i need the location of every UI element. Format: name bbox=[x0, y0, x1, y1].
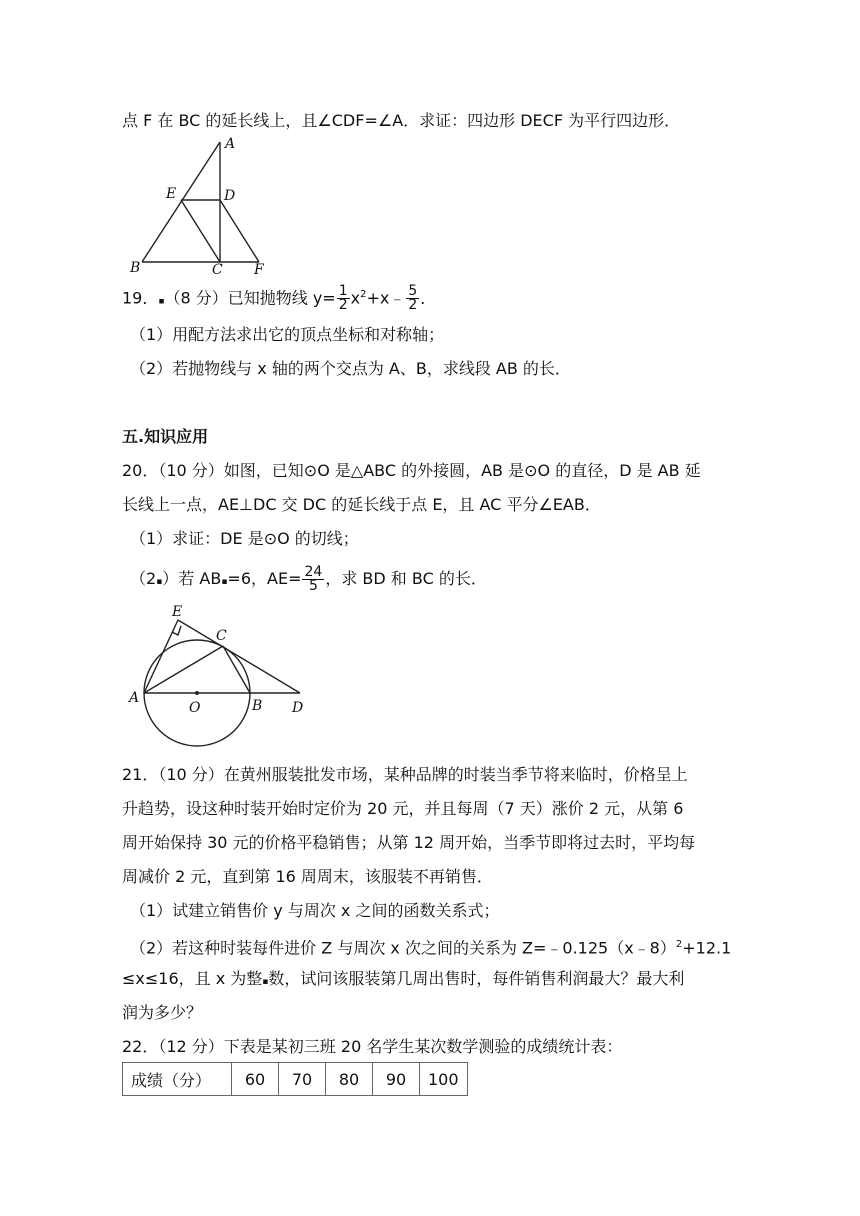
artifact-mark: ▪ bbox=[156, 577, 163, 587]
q20-line2: 长线上一点，AE⊥DC 交 DC 的延长线于点 E，且 AC 平分∠EAB． bbox=[122, 495, 601, 514]
fraction-one-half: $\frac{1}{2}$ bbox=[338, 283, 348, 314]
table-cell: 60 bbox=[232, 1063, 279, 1096]
q21-line4: 周减价 2 元，直到第 16 周周末，该服装不再销售． bbox=[122, 867, 493, 886]
fig2-label-e: E bbox=[172, 604, 183, 620]
q20-part2: （2▪）若 AB▪=6，AE= $\frac{24}{5}$ ，求 BD 和 BC 的长． bbox=[130, 564, 487, 594]
q20-line1: 20．（10 分）如图，已知⊙O 是△ABC 的外接圆，AB 是⊙O 的直径，D 是 AB 延 bbox=[122, 461, 701, 480]
artifact-mark: ▪ bbox=[221, 577, 228, 587]
q21-line1: 21．（10 分）在黄州服装批发市场，某种品牌的时装当季节将来临时，价格呈上 bbox=[122, 765, 688, 784]
fig2-label-a: A bbox=[129, 690, 140, 706]
section-heading: 五.知识应用 bbox=[122, 427, 209, 446]
fig2-label-o: O bbox=[189, 700, 201, 716]
fig1-label-b: B bbox=[130, 260, 141, 276]
q21-part2-line2: ≤x≤16，且 x 为整▪数，试问该服装第几周出售时，每件销售利润最大？最大利 bbox=[122, 969, 685, 988]
artifact-mark: ▪ bbox=[262, 977, 269, 987]
figure-circle-tangent bbox=[126, 602, 316, 750]
score-table bbox=[122, 1062, 468, 1096]
table-row bbox=[123, 1063, 468, 1096]
q19-part2: （2）若抛物线与 x 轴的两个交点为 A、B，求线段 AB 的长． bbox=[130, 359, 571, 378]
fig1-label-c: C bbox=[212, 262, 223, 276]
q21-line2: 升趋势，设这种时装开始时定价为 20 元，并且每周（7 天）涨价 2 元，从第 6 bbox=[122, 799, 684, 818]
fig1-label-a: A bbox=[225, 136, 236, 152]
q22-stem: 22．（12 分）下表是某初三班 20 名学生某次数学测验的成绩统计表： bbox=[122, 1037, 623, 1056]
q18-statement: 点 F 在 BC 的延长线上，且∠CDF=∠A．求证：四边形 DECF 为平行四边形． bbox=[122, 111, 681, 130]
fig2-label-c: C bbox=[216, 628, 227, 644]
fraction-five-halves: $\frac{5}{2}$ bbox=[408, 283, 418, 314]
table-cell: 90 bbox=[373, 1063, 420, 1096]
q21-part2-line3: 润为多少？ bbox=[122, 1003, 203, 1022]
figure-triangle-parallelogram bbox=[122, 134, 282, 276]
fig1-label-e: E bbox=[166, 186, 177, 202]
fraction-24-5: $\frac{24}{5}$ bbox=[304, 564, 323, 594]
q19-stem: 19．▪（8 分）已知抛物线 y= $\frac{1}{2}$ $x^2+x﹣$ $\frac{5}{2}$ ． bbox=[122, 283, 437, 314]
fig1-label-d: D bbox=[224, 188, 236, 204]
artifact-mark: ▪ bbox=[158, 296, 165, 307]
fig1-label-f: F bbox=[254, 262, 264, 276]
q21-part2-line1: （2）若这种时装每件进价 Z 与周次 x 次之间的关系为 Z=﹣0.125（x﹣8）$^2$+12.1 bbox=[130, 938, 732, 958]
q19-part1: （1）用配方法求出它的顶点坐标和对称轴； bbox=[130, 325, 445, 344]
q21-part1: （1）试建立销售价 y 与周次 x 之间的函数关系式； bbox=[130, 901, 500, 920]
q21-line3: 周开始保持 30 元的价格平稳销售；从第 12 周开始，当季节即将过去时，平均每 bbox=[122, 833, 696, 852]
fig2-label-d: D bbox=[292, 700, 304, 716]
table-header-cell: 成绩（分） bbox=[123, 1063, 232, 1096]
table-cell: 70 bbox=[279, 1063, 326, 1096]
table-cell: 100 bbox=[420, 1063, 468, 1096]
fig2-label-b: B bbox=[252, 698, 263, 714]
q20-part1: （1）求证：DE 是⊙O 的切线； bbox=[130, 529, 359, 548]
table-cell: 80 bbox=[326, 1063, 373, 1096]
